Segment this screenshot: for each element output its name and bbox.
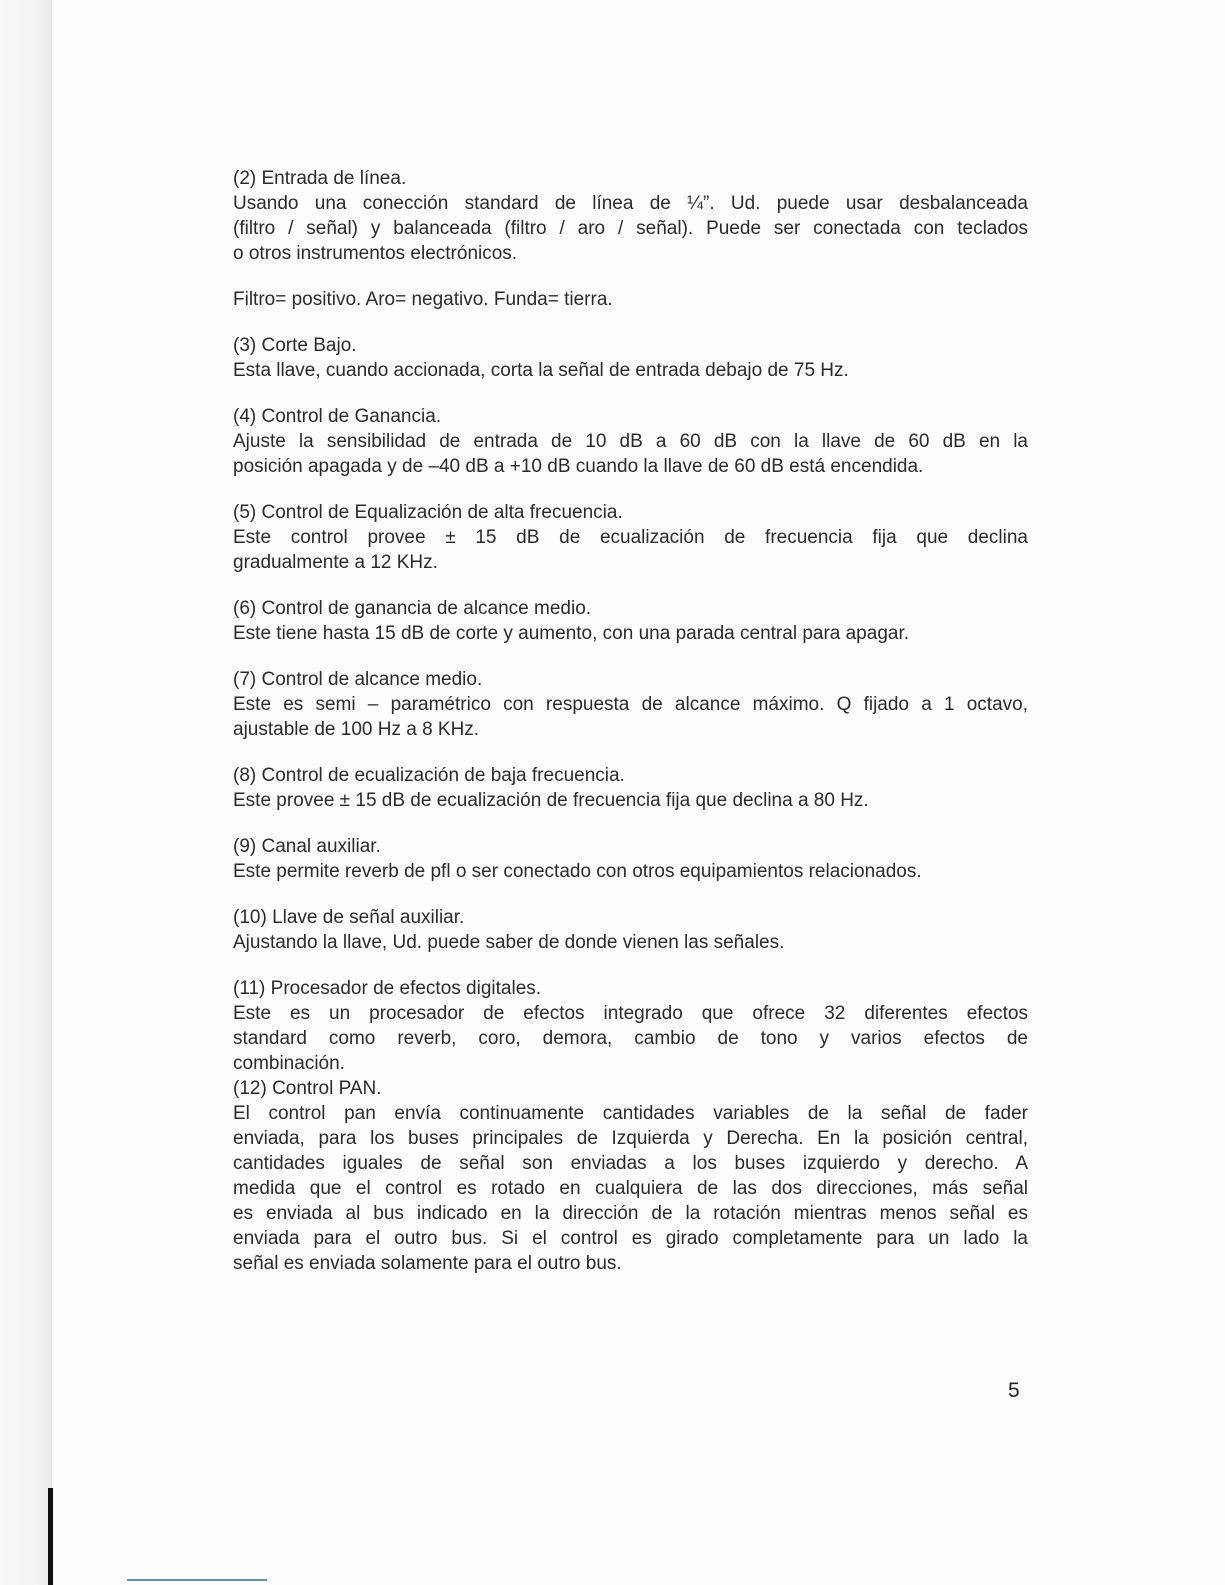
section [233, 763, 1028, 813]
text-line: enviada, para los buses principales de Izquierda y Derecha. En la posición central, [233, 1128, 1028, 1149]
section [233, 667, 1028, 742]
text-line: Este permite reverb de pfl o ser conectado con otros equipamientos relacionados. [233, 861, 922, 882]
section [233, 333, 1028, 383]
text-line: o otros instrumentos electrónicos. [233, 243, 518, 264]
text-line: Esta llave, cuando accionada, corta la señal de entrada debajo de 75 Hz. [233, 360, 849, 381]
document-body [233, 166, 1028, 1297]
text-line: standard como reverb, coro, demora, cambio de tono y varios efectos de [233, 1028, 1028, 1049]
scan-bottom-line [127, 1579, 267, 1581]
section [233, 1076, 1028, 1276]
text-line: enviada para el outro bus. Si el control es girado completamente para un lado la [233, 1228, 1028, 1249]
section [233, 166, 1028, 266]
section-heading-or-line: (5) Control de Equalización de alta frecuencia. [233, 502, 623, 523]
text-line: El control pan envía continuamente cantidades variables de la señal de fader [233, 1103, 1028, 1124]
section [233, 834, 1028, 884]
section-heading-or-line: (9) Canal auxiliar. [233, 836, 381, 857]
section-heading-or-line: (7) Control de alcance medio. [233, 669, 483, 690]
section [233, 596, 1028, 646]
text-line: señal es enviada solamente para el outro bus. [233, 1253, 622, 1274]
text-line: Este control provee ± 15 dB de ecualización de frecuencia fija que declina [233, 527, 1028, 548]
text-line: Ajustando la llave, Ud. puede saber de donde vienen las señales. [233, 932, 785, 953]
section [233, 500, 1028, 575]
scan-spine-mark [48, 1488, 53, 1585]
section-heading-or-line: Filtro= positivo. Aro= negativo. Funda= tierra. [233, 289, 613, 310]
text-line: es enviada al bus indicado en la dirección de la rotación mientras menos señal es [233, 1203, 1028, 1224]
section [233, 287, 1028, 312]
text-line: ajustable de 100 Hz a 8 KHz. [233, 719, 480, 740]
text-line: Este provee ± 15 dB de ecualización de frecuencia fija que declina a 80 Hz. [233, 790, 869, 811]
section [233, 905, 1028, 955]
section-heading-or-line: (10) Llave de señal auxiliar. [233, 907, 465, 928]
section [233, 404, 1028, 479]
section-heading-or-line: (8) Control de ecualización de baja frecuencia. [233, 765, 625, 786]
section-heading-or-line: (3) Corte Bajo. [233, 335, 357, 356]
section-heading-or-line: (11) Procesador de efectos digitales. [233, 978, 542, 999]
text-line: Este tiene hasta 15 dB de corte y aumento, con una parada central para apagar. [233, 623, 910, 644]
scan-left-edge-shadow [0, 0, 52, 1585]
text-line: combinación. [233, 1053, 345, 1074]
text-line: (filtro / señal) y balanceada (filtro / aro / señal). Puede ser conectada con teclados [233, 218, 1028, 239]
section [233, 976, 1028, 1076]
text-line: gradualmente a 12 KHz. [233, 552, 438, 573]
section-heading-or-line: (4) Control de Ganancia. [233, 406, 442, 427]
text-line: medida que el control es rotado en cualquiera de las dos direcciones, más señal [233, 1178, 1028, 1199]
page-number: 5 [1008, 1379, 1020, 1402]
text-line: Este es un procesador de efectos integrado que ofrece 32 diferentes efectos [233, 1003, 1028, 1024]
text-line: posición apagada y de –40 dB a +10 dB cuando la llave de 60 dB está encendida. [233, 456, 924, 477]
section-heading-or-line: (2) Entrada de línea. [233, 168, 407, 189]
section-heading-or-line: (6) Control de ganancia de alcance medio. [233, 598, 592, 619]
text-line: Usando una conección standard de línea de ¼”. Ud. puede usar desbalanceada [233, 193, 1028, 214]
text-line: Ajuste la sensibilidad de entrada de 10 dB a 60 dB con la llave de 60 dB en la [233, 431, 1028, 452]
section-heading-or-line: (12) Control PAN. [233, 1078, 382, 1099]
text-line: Este es semi – paramétrico con respuesta de alcance máximo. Q fijado a 1 octavo, [233, 694, 1028, 715]
text-line: cantidades iguales de señal son enviadas a los buses izquierdo y derecho. A [233, 1153, 1028, 1174]
